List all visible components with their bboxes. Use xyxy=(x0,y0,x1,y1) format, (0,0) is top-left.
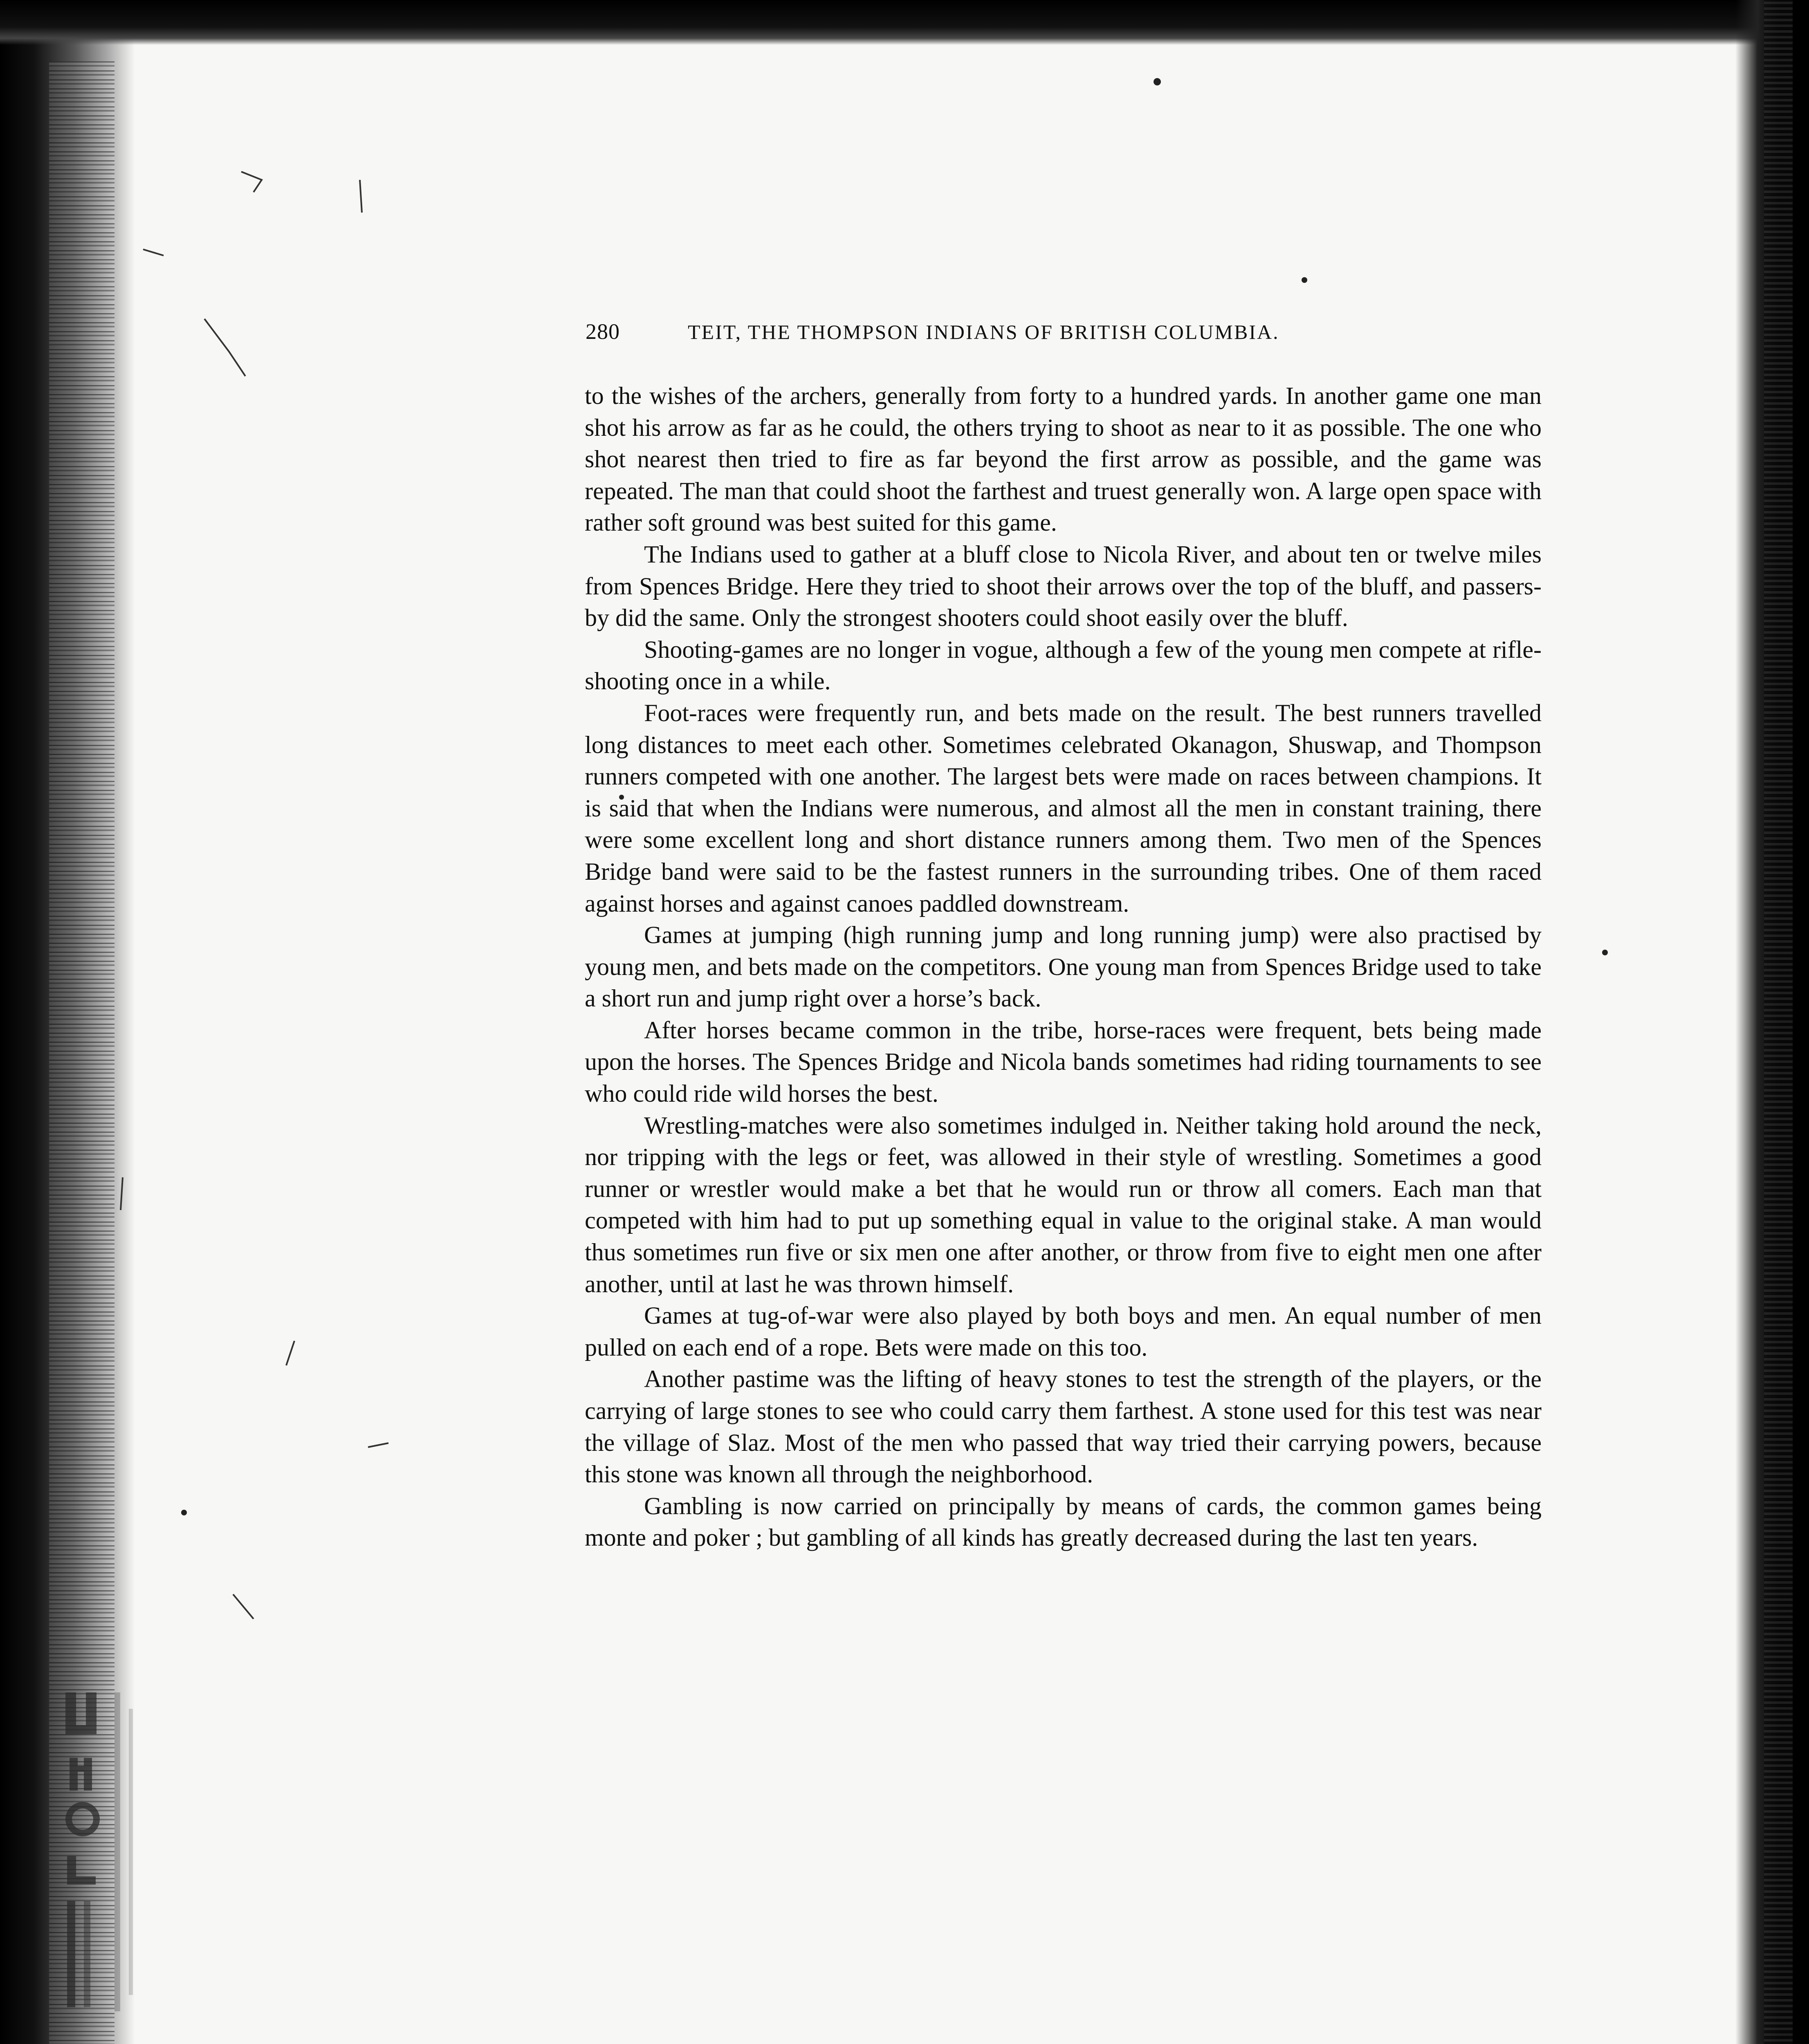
paragraph-foot-races: Foot-races were frequently run, and bets made on the result. The best runners travelled long distances to meet each other. Sometimes celebrated Okanagon, Shuswap, and Thompson runners competed with one another. The largest bets were made on races between champions. It is said that when the Indians were numerous, and almost all the men in constant training, there were some excellent long and short distance runners among them. Two men of the Spences Bridge band were said to be the fastest runners in the surrounding tribes. One of them raced against horses and against canoes paddled downstream. xyxy=(585,699,1542,917)
running-header xyxy=(586,319,1407,344)
page-number: 280 xyxy=(586,319,620,344)
paragraph-horse-races: After horses became common in the tribe, horse-races were frequent, bets being made upon the horses. The Spences Bridge and Nicola bands sometimes had riding tournaments to see who could ride wild horses the best. xyxy=(585,1016,1542,1107)
paragraph-archery-continued: to the wishes of the archers, generally from forty to a hundred yards. In another game one man shot his arrow as far as he could, the others trying to shoot as near to it as possible. The one who shot nearest then tried to fire as far beyond the first arrow as possible, and the game was repeated. The man that could shoot the farthest and truest generally won. A large open space with rather soft ground was best suited for this game. xyxy=(585,382,1542,536)
paragraph-shooting-games: Shooting-games are no longer in vogue, although a few of the young men compete at rifle-shooting once in a while. xyxy=(585,636,1542,695)
paragraph-jumping: Games at jumping (high running jump and long running jump) were also practised by young men, and bets made on the competitors. One young man from Spences Bridge used to take a short run and jump right over a horse’s back. xyxy=(585,921,1542,1012)
paragraph-tug-of-war: Games at tug-of-war were also played by both boys and men. An equal number of men pulled on each end of a rope. Bets were made on this too. xyxy=(585,1302,1542,1361)
paragraph-gambling: Gambling is now carried on principally by means of cards, the common games being monte and poker ; but gambling of all kinds has greatly decreased during the last ten years. xyxy=(585,1492,1542,1551)
paragraph-stone-lifting: Another pastime was the lifting of heavy stones to test the strength of the players, or the carrying of large stones to see who could carry them farthest. A stone used for this test was near the village of Slaz. Most of the men who passed that way tried their carrying powers, because this stone was known all through the neighborhood. xyxy=(585,1365,1542,1488)
body-text xyxy=(585,380,1542,1554)
running-head-title: TEIT, THE THOMPSON INDIANS OF BRITISH COLUMBIA. xyxy=(688,320,1279,343)
paragraph-wrestling: Wrestling-matches were also sometimes indulged in. Neither taking hold around the neck, nor tripping with the legs or feet, was allowed in their style of wrestling. Sometimes a good runner or wrestler would make a bet that he would run or throw all comers. Each man that competed with him had to put up something equal in value to the original stake. A man would thus sometimes run five or six men one after another, or throw from five to eight men one after another, until at last he was thrown himself. xyxy=(585,1112,1542,1298)
paragraph-bluff-shooting: The Indians used to gather at a bluff close to Nicola River, and about ten or twelve miles from Spences Bridge. Here they tried to shoot their arrows over the top of the bluff, and passers-by did the same. Only the strongest shooters could shoot easily over the bluff. xyxy=(585,540,1542,632)
